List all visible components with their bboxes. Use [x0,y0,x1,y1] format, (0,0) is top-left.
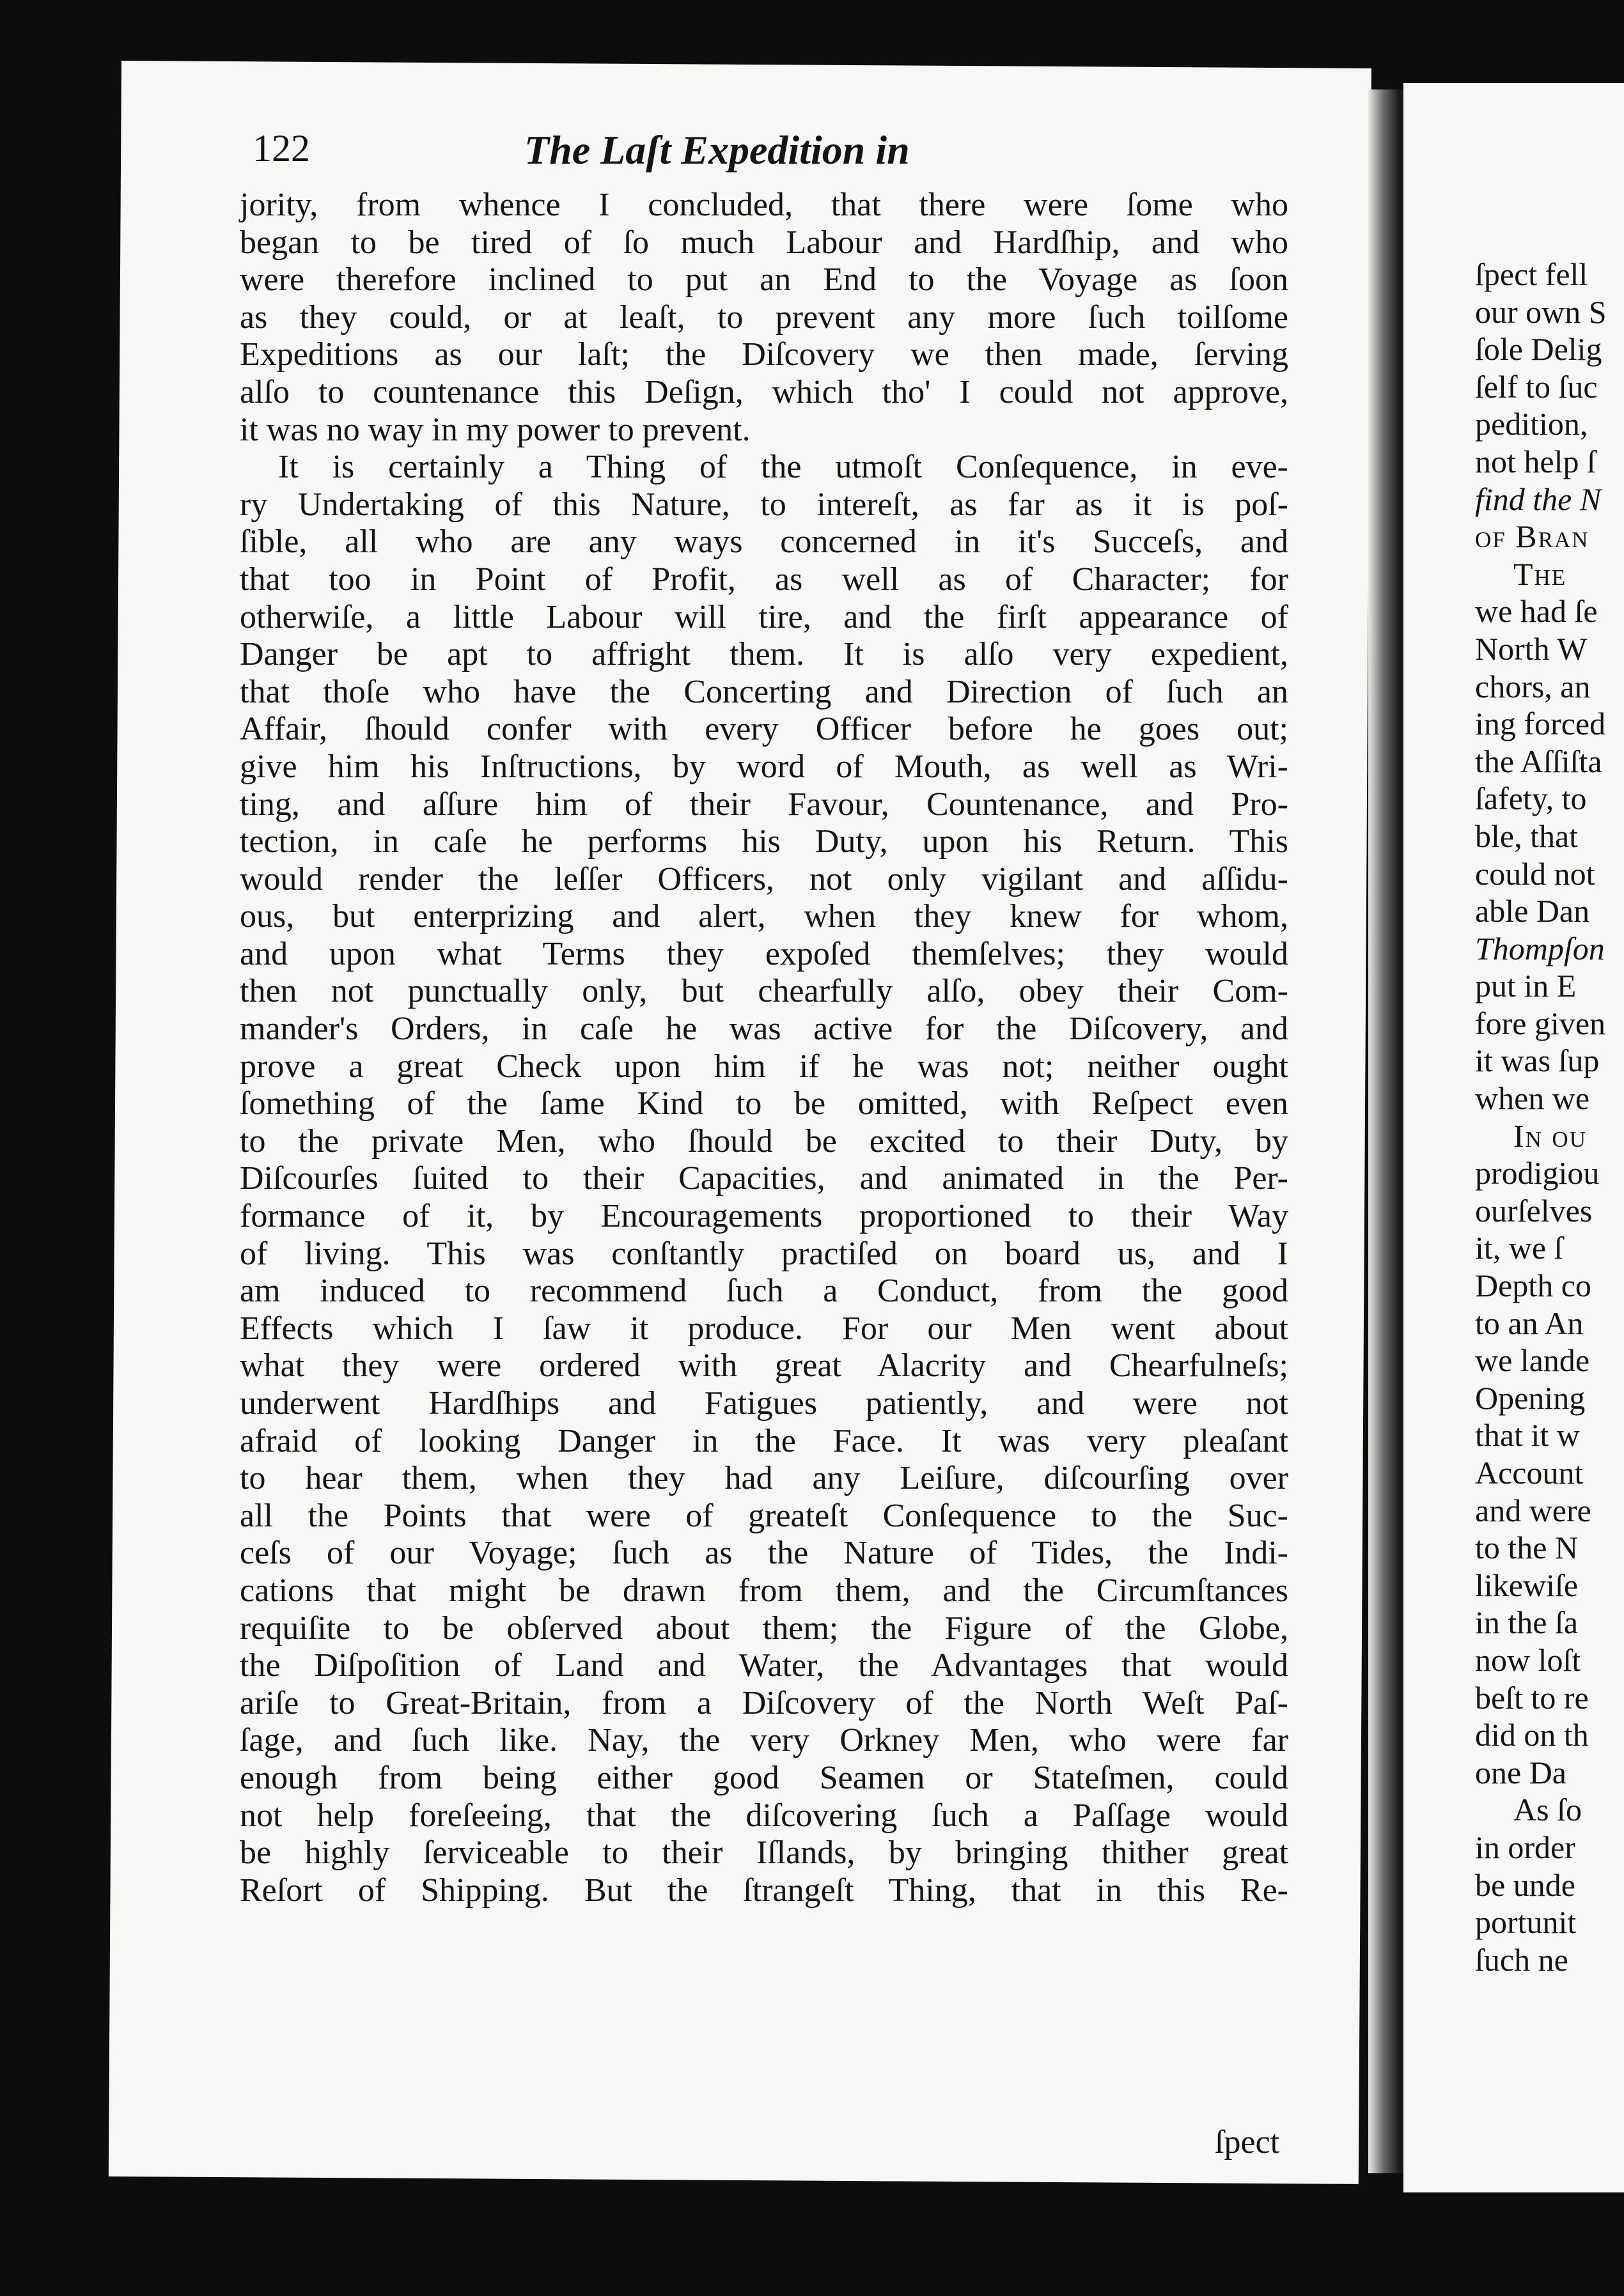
facing-text-line: ſole Delig [1475,331,1602,368]
text-line: it was no way in my power to prevent. [240,411,751,448]
text-line: began to be tired of ſo much Labour and Hardſhip, and who [240,224,1288,261]
facing-text-line: ing forced [1475,706,1606,742]
facing-text-line: it, we ſ [1475,1230,1563,1266]
facing-text-line: ble, that [1475,818,1579,854]
facing-text-line: Depth co [1475,1268,1591,1304]
text-line: cations that might be drawn from them, and the Circumſtances [240,1572,1288,1609]
text-line: afraid of looking Danger in the Face. It was very pleaſant [240,1422,1288,1459]
facing-text-line: chors, an [1475,668,1591,704]
facing-text-line: Thompſon [1475,930,1605,966]
facing-text-line: ſuch ne [1475,1941,1568,1978]
facing-text-line: Account [1475,1455,1584,1491]
facing-text-line: we had ſe [1475,593,1598,630]
facing-page-text [1475,256,1624,1978]
text-line: that too in Point of Profit, as well as of Character; for [240,561,1288,598]
facing-text-line: and were [1475,1492,1591,1528]
facing-text-line: when we [1475,1080,1590,1117]
text-line: all the Points that were of greateſt Conſequence to the Suc- [240,1497,1288,1534]
text-line: ous, but enterprizing and alert, when they knew for whom, [240,898,1288,935]
text-line: underwent Hardſhips and Fatigues patiently, and were not [240,1385,1288,1422]
facing-text-line: of Bran [1475,518,1589,555]
facing-text-line: in order [1475,1829,1575,1865]
text-line: were therefore inclined to put an End to the Voyage as ſoon [240,261,1288,299]
facing-text-line: able Dan [1475,893,1590,929]
facing-text-line: find the N [1475,481,1602,517]
text-line: what they were ordered with great Alacrity and Chearfulneſs; [240,1347,1288,1385]
facing-text-line: prodigiou [1475,1155,1600,1191]
text-line: ſage, and ſuch like. Nay, the very Orkney Men, who were far [240,1722,1288,1759]
facing-text-line: the Aſſiſta [1475,743,1602,779]
text-line: ting, and aſſure him of their Favour, Countenance, and Pro- [240,786,1288,823]
facing-text-line: ſpect fell [1475,256,1588,292]
text-line: jority, from whence I concluded, that there were ſome who [240,187,1288,223]
facing-text-line: to the N [1475,1530,1579,1566]
text-line: Danger be apt to affright them. It is alſo very expedient, [240,636,1288,673]
text-line: to hear them, when they had any Leiſure, diſcourſing over [240,1460,1288,1497]
text-line: be highly ſerviceable to their Iſlands, by bringing thither great [240,1834,1288,1872]
book-gutter [1368,89,1407,2173]
text-line: of living. This was conſtantly practiſed on board us, and I [240,1235,1288,1272]
facing-text-line: now loſt [1475,1641,1581,1678]
text-line: ry Undertaking of this Nature, to intereſt, as far as it is poſ- [240,486,1288,523]
facing-text-line: did on th [1475,1717,1589,1753]
text-line: would render the leſſer Officers, not only vigilant and aſſidu- [240,860,1288,897]
facing-text-line: could not [1475,855,1595,892]
body-text [240,187,1288,1909]
text-line: and upon what Terms they expoſed themſelves; they would [240,935,1288,972]
facing-text-line: one Da [1475,1754,1566,1790]
text-line: It is certainly a Thing of the utmoſt Conſequence, in eve- [278,449,1288,486]
facing-text-line: likewiſe [1475,1567,1579,1603]
facing-text-line: The [1513,555,1567,592]
text-line: ceſs of our Voyage; ſuch as the Nature of Tides, the Indi- [240,1535,1288,1572]
text-line: Diſcourſes ſuited to their Capacities, and animated in the Per- [240,1160,1288,1197]
text-line: Effects which I ſaw it produce. For our Men went about [240,1310,1288,1347]
facing-text-line: Opening [1475,1379,1586,1416]
text-line: requiſite to be obſerved about them; the Figure of the Globe, [240,1610,1288,1647]
catchword: ſpect [1215,2124,1280,2160]
text-line: formance of it, by Encouragements proportioned to their Way [240,1198,1288,1235]
text-line: enough from being either good Seamen or Stateſmen, could [240,1759,1288,1796]
text-line: alſo to countenance this Deſign, which tho' I could not approve, [240,373,1288,410]
facing-text-line: beſt to re [1475,1679,1589,1716]
text-line: not help foreſeeing, that the diſcovering ſuch a Paſſage would [240,1797,1288,1834]
facing-text-line: ſafety, to [1475,780,1587,817]
facing-text-line: ourſelves [1475,1192,1593,1229]
facing-text-line: not help ſ [1475,443,1596,479]
page-number: 122 [253,127,310,169]
text-line: am induced to recommend ſuch a Conduct, from the good [240,1273,1288,1310]
text-line: give him his Inſtructions, by word of Mouth, as well as Wri- [240,748,1288,785]
facing-text-line: put in E [1475,968,1577,1004]
text-line: mander's Orders, in caſe he was active for the Diſcovery, and [240,1011,1288,1048]
facing-text-line: we lande [1475,1342,1590,1379]
facing-text-line: it was ſup [1475,1043,1600,1079]
facing-text-line: be unde [1475,1866,1575,1903]
facing-text-line: In ou [1513,1117,1587,1154]
facing-text-line: in the ſa [1475,1604,1579,1641]
text-line: ariſe to Great-Britain, from a Diſcovery of the North Weſt Paſ- [240,1684,1288,1721]
text-line: then not punctually only, but chearfully alſo, obey their Com- [240,973,1288,1010]
facing-text-line: to an An [1475,1305,1584,1341]
facing-text-line: our own S [1475,293,1607,330]
facing-text-line: fore given [1475,1005,1606,1041]
text-line: to the private Men, who ſhould be excited to their Duty, by [240,1122,1288,1160]
text-line: Expeditions as our laſt; the Diſcovery we then made, ſerving [240,336,1288,373]
facing-text-line: North W [1475,630,1588,667]
text-line: prove a great Check upon him if he was not; neither ought [240,1048,1288,1085]
text-line: Reſort of Shipping. But the ſtrangeſt Thing, that in this Re- [240,1872,1288,1909]
facing-text-line: pedition, [1475,406,1588,442]
text-line: as they could, or at leaſt, to prevent any more ſuch toilſome [240,299,1288,336]
text-line: the Diſpoſition of Land and Water, the Advantages that would [240,1647,1288,1684]
text-line: tection, in caſe he performs his Duty, upon his Return. This [240,823,1288,860]
text-line: that thoſe who have the Concerting and Direction of ſuch an [240,673,1288,710]
facing-text-line: that it w [1475,1417,1580,1454]
text-line: ſible, all who are any ways concerned in it's Succeſs, and [240,524,1288,561]
text-line: Affair, ſhould confer with every Officer before he goes out; [240,711,1288,748]
text-line: otherwiſe, a little Labour will tire, and the firſt appearance of [240,598,1288,635]
text-line: ſomething of the ſame Kind to be omitted, with Reſpect even [240,1085,1288,1122]
running-title: The Laſt Expedition in [524,127,910,173]
facing-text-line: ſelf to ſuc [1475,368,1598,405]
facing-text-line: portunit [1475,1904,1577,1941]
facing-text-line: As ſo [1513,1792,1582,1828]
